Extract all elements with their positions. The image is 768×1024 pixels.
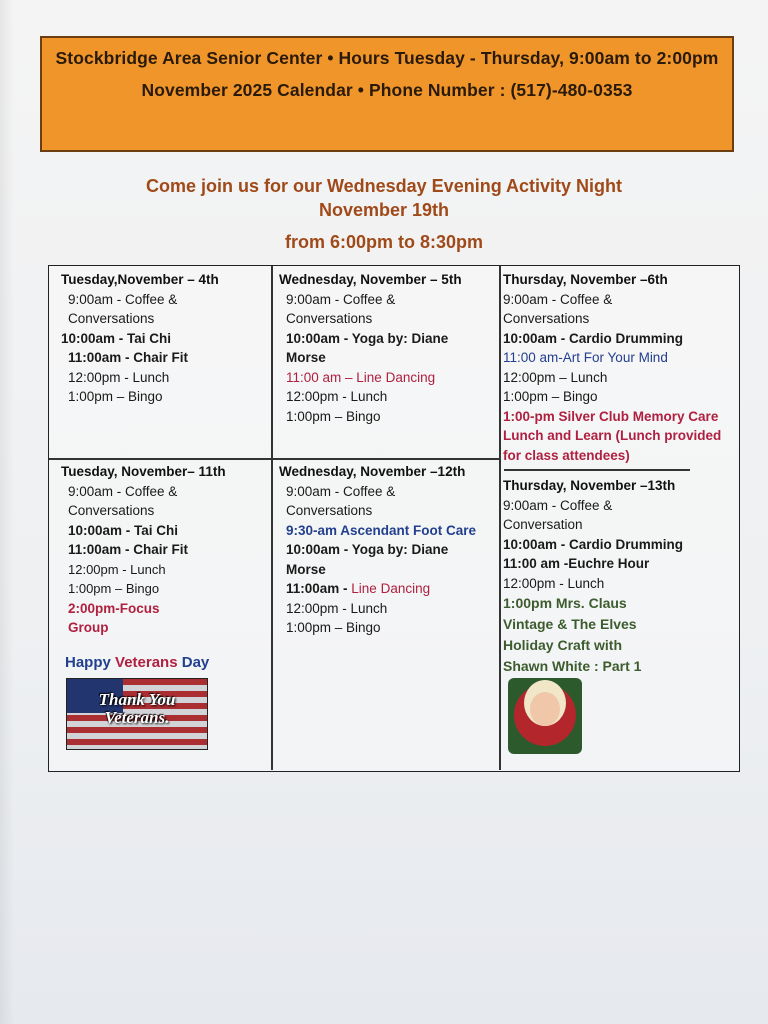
day-title: Thursday, November –6th: [503, 272, 668, 287]
schedule-item: Shawn White : Part 1: [503, 658, 642, 674]
thank-you-text: [67, 691, 207, 727]
schedule-item: 12:00pm - Lunch: [68, 369, 170, 385]
schedule-item: Morse: [286, 561, 326, 577]
mrs-claus-photo: [508, 678, 582, 754]
day-cell-thu-6: [503, 270, 733, 465]
schedule-item: for class attendees): [503, 447, 630, 463]
day-cell-tue-11: [61, 462, 266, 638]
schedule-item: 1:00pm – Bingo: [68, 389, 163, 404]
page-shadow: [0, 0, 14, 1024]
thank-you-veterans-image: [66, 678, 208, 750]
day-cell-wed-12: [279, 462, 494, 638]
schedule-item: 1:00pm – Bingo: [68, 581, 160, 596]
day-title: Wednesday, November –12th: [279, 464, 466, 479]
schedule-item: 1:00pm – Bingo: [286, 620, 381, 635]
schedule-item: [279, 579, 494, 599]
holiday-word: Veterans: [115, 654, 178, 671]
schedule-item: Conversations: [68, 503, 155, 518]
schedule-item: 10:00am - Cardio Drumming: [503, 330, 684, 346]
activity-night-time: from 6:00pm to 8:30pm: [284, 232, 484, 252]
activity-night-title: Come join us for our Wednesday Evening Activity Night: [145, 176, 623, 196]
schedule-item: Conversations: [68, 311, 155, 326]
schedule-item: 9:30-am Ascendant Foot Care: [286, 522, 477, 538]
schedule-item: Conversations: [503, 311, 590, 326]
schedule-item: Holiday Craft with: [503, 637, 623, 653]
calendar-grid: [48, 265, 740, 772]
schedule-item: Group: [68, 620, 109, 635]
day-cell-tue-4: [61, 270, 266, 407]
schedule-item: 10:00am - Yoga by: Diane: [286, 542, 449, 557]
holiday-word: Day: [181, 654, 210, 671]
schedule-item: 11:00 am -Euchre Hour: [503, 556, 650, 571]
header-calendar-line: November 2025 Calendar • Phone Number : (517)-480-0353: [141, 80, 633, 100]
day-title: Thursday, November –13th: [503, 478, 676, 493]
schedule-item: 10:00am - Tai Chi: [61, 330, 172, 346]
schedule-item: 1:00-pm Silver Club Memory Care: [503, 408, 719, 424]
schedule-item: 12:00pm - Lunch: [68, 561, 166, 577]
schedule-item: Conversations: [286, 311, 373, 326]
day-cell-wed-5: [279, 270, 494, 426]
grid-divider: [504, 469, 690, 471]
schedule-item: 9:00am - Coffee &: [503, 291, 613, 307]
schedule-item: 1:00pm – Bingo: [503, 389, 598, 404]
schedule-item: 1:00pm Mrs. Claus: [503, 595, 627, 611]
day-title: Wednesday, November – 5th: [279, 272, 462, 287]
schedule-item: 10:00am - Tai Chi: [68, 522, 179, 538]
thank-you-line: Thank You: [98, 690, 176, 709]
grid-divider: [271, 266, 273, 770]
activity-night-date: November 19th: [318, 200, 450, 220]
grid-divider: [499, 266, 501, 770]
grid-divider: [49, 458, 499, 460]
schedule-item: 9:00am - Coffee &: [68, 291, 178, 307]
schedule-item: 1:00pm – Bingo: [286, 408, 381, 424]
schedule-item: Conversation: [503, 517, 583, 532]
schedule-item: 10:00am - Yoga by: Diane: [286, 330, 449, 346]
schedule-item: 12:00pm - Lunch: [503, 575, 605, 591]
schedule-time: 11:00am -: [286, 581, 352, 596]
schedule-item: Vintage & The Elves: [503, 616, 637, 632]
schedule-item: Lunch and Learn (Lunch provided: [503, 428, 722, 443]
schedule-item: 12:00pm - Lunch: [286, 389, 388, 404]
header-hours-line: Stockbridge Area Senior Center • Hours Tuesday - Thursday, 9:00am to 2:00pm: [55, 48, 719, 68]
day-title: Tuesday, November– 11th: [61, 464, 226, 479]
schedule-activity: Line Dancing: [351, 581, 431, 596]
schedule-item: 9:00am - Coffee &: [286, 483, 396, 499]
schedule-item: 11:00 am-Art For Your Mind: [503, 350, 668, 365]
veterans-day-label: [65, 654, 209, 671]
schedule-item: 11:00 am – Line Dancing: [286, 369, 436, 385]
schedule-item: 10:00am - Cardio Drumming: [503, 536, 684, 552]
schedule-item: 9:00am - Coffee &: [503, 497, 613, 513]
schedule-item: 9:00am - Coffee &: [68, 483, 178, 499]
schedule-item: 11:00am - Chair Fit: [68, 350, 189, 365]
veterans-line: Veterans.: [104, 708, 170, 727]
schedule-item: 12:00pm – Lunch: [503, 369, 608, 385]
schedule-item: 9:00am - Coffee &: [286, 291, 396, 307]
header-banner: [40, 36, 734, 152]
day-cell-thu-13: [503, 476, 733, 677]
photo-face: [530, 692, 560, 726]
schedule-item: Morse: [286, 350, 326, 365]
schedule-item: 12:00pm - Lunch: [286, 600, 388, 616]
schedule-item: Conversations: [286, 503, 373, 518]
schedule-item: 2:00pm-Focus: [68, 600, 160, 616]
day-title: Tuesday,November – 4th: [61, 272, 219, 287]
schedule-item: 11:00am - Chair Fit: [68, 542, 189, 557]
holiday-word: Happy: [65, 654, 111, 671]
